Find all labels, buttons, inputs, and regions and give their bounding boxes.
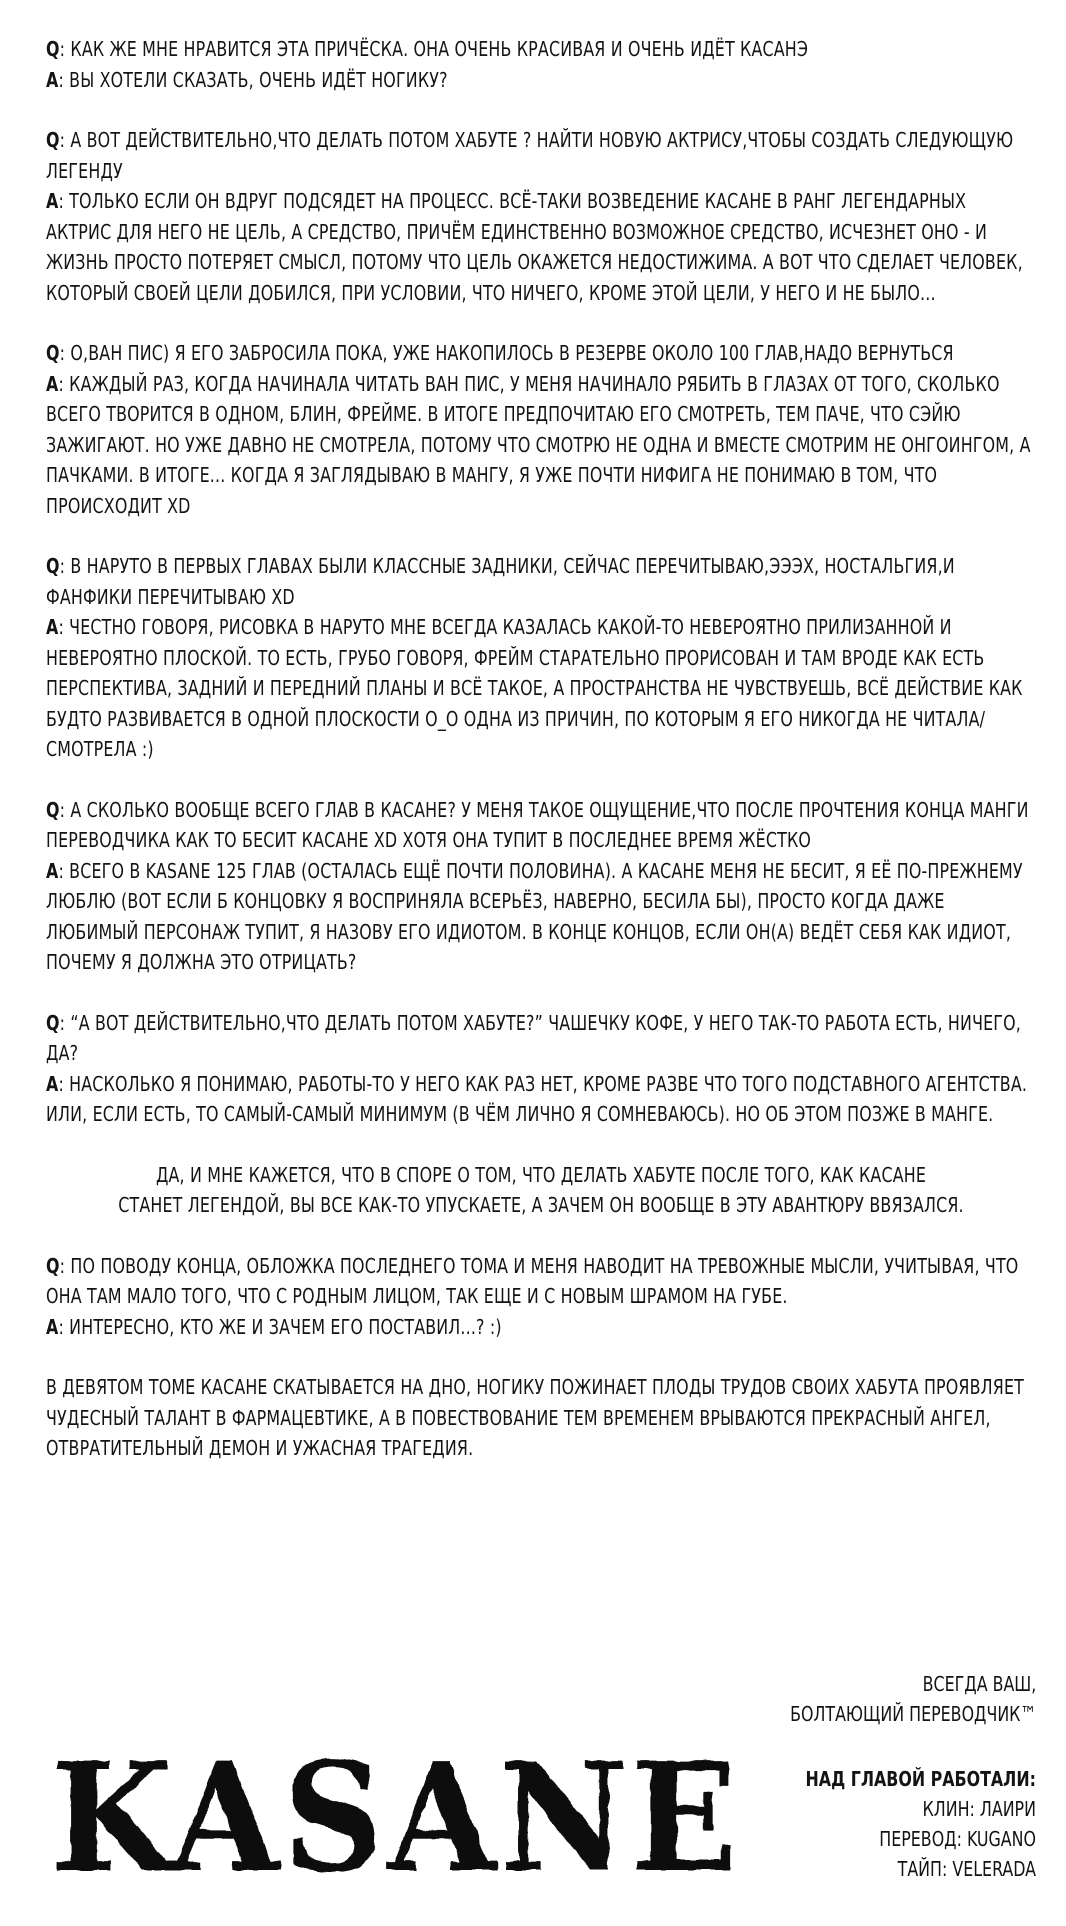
qa-block (46, 1251, 1036, 1343)
answer-line (46, 1312, 1035, 1343)
closing-paragraph-block (46, 1372, 1036, 1464)
logo-text: KASANE (51, 1740, 741, 1890)
centered-note (46, 1160, 1036, 1221)
kasane-logo (46, 1740, 746, 1890)
answer-tag: A (46, 858, 59, 883)
answer-line (46, 1069, 1035, 1130)
question-line (46, 551, 1035, 612)
question-tag: Q (46, 1010, 60, 1035)
answer-tag: A (46, 615, 59, 639)
question-line (46, 34, 1035, 65)
answer-tag: A (46, 371, 59, 396)
chapter-credits (768, 1764, 1036, 1884)
answer-line (46, 65, 1035, 96)
question-tag: Q (46, 797, 60, 822)
answer-line (46, 186, 1035, 308)
qa-block (46, 125, 1036, 308)
answer-line (46, 856, 1035, 978)
answer-text: : НАСКОЛЬКО Я ПОНИМАЮ, РАБОТЫ-ТО У НЕГО КАК РАЗ НЕТ, КРОМЕ РАЗВЕ ЧТО ТОГО ПОДСТАВНОГО АГЕНТСТВА. ИЛИ, ЕСЛИ ЕСТЬ, ТО САМЫЙ-САМЫЙ МИНИМУМ (В ЧЁМ ЛИЧНО Я СОМНЕВАЮСЬ). НО ОБ ЭТОМ ПОЗЖЕ В МАНГЕ. (46, 1071, 1028, 1126)
question-line (46, 1251, 1035, 1312)
question-line (46, 338, 1035, 369)
kasane-logo-graphic (46, 1740, 746, 1890)
signature-line: БОЛТАЮЩИЙ ПЕРЕВОДЧИК™ (789, 1702, 1036, 1726)
answer-line (46, 612, 1035, 765)
question-tag: Q (46, 341, 60, 365)
credits-item: КЛИН: ЛАИРИ (922, 1797, 1036, 1821)
answer-tag: A (46, 1071, 59, 1096)
question-line (46, 795, 1035, 856)
question-line (46, 1008, 1035, 1069)
qa-block (46, 338, 1036, 521)
centered-note-line: СТАНЕТ ЛЕГЕНДОЙ, ВЫ ВСЕ КАК-ТО УПУСКАЕТЕ, А ЗАЧЕМ ОН ВООБЩЕ В ЭТУ АВАНТЮРУ ВВЯЗАЛСЯ. (118, 1193, 964, 1217)
answer-text: : ЧЕСТНО ГОВОРЯ, РИСОВКА В НАРУТО МНЕ ВСЕГДА КАЗАЛАСЬ КАКОЙ-ТО НЕВЕРОЯТНО ПРИЛИЗАННОЙ И НЕВЕРОЯТНО ПЛОСКОЙ. ТО ЕСТЬ, ГРУБО ГОВОРЯ, ФРЕЙМ СТАРАТЕЛЬНО ПРОРИСОВАН И ТАМ ВРОДЕ КАК ЕСТЬ ПЕРСПЕКТИВА, ЗАДНИЙ И ПЕРЕДНИЙ ПЛАНЫ И ВСЁ ТАКОЕ, А ПРОСТРАНСТВА НЕ ЧУВСТВУЕШЬ, ВСЁ ДЕЙСТВИЕ КАК БУДТО РАЗВИВАЕТСЯ В ОДНОЙ ПЛОСКОСТИ О_О ОДНА ИЗ ПРИЧИН, ПО КОТОРЫМ Я ЕГО НИКОГДА НЕ ЧИТАЛА/СМОТРЕЛА :) (46, 615, 1023, 761)
question-text: : КАК ЖЕ МНЕ НРАВИТСЯ ЭТА ПРИЧЁСКА. ОНА ОЧЕНЬ КРАСИВАЯ И ОЧЕНЬ ИДЁТ КАСАНЭ (59, 37, 809, 61)
centered-note-line: ДА, И МНЕ КАЖЕТСЯ, ЧТО В СПОРЕ О ТОМ, ЧТО ДЕЛАТЬ ХАБУТЕ ПОСЛЕ ТОГО, КАК КАСАНЕ (155, 1162, 927, 1187)
question-tag: Q (46, 128, 60, 152)
question-text: : О,ВАН ПИС) Я ЕГО ЗАБРОСИЛА ПОКА, УЖЕ НАКОПИЛОСЬ В РЕЗЕРВЕ ОКОЛО 100 ГЛАВ,НАДО ВЕРНУТЬСЯ (59, 341, 954, 365)
credits-item: ПЕРЕВОД: KUGANO (879, 1827, 1036, 1851)
qa-block (46, 795, 1036, 978)
question-text: : ПО ПОВОДУ КОНЦА, ОБЛОЖКА ПОСЛЕДНЕГО ТОМА И МЕНЯ НАВОДИТ НА ТРЕВОЖНЫЕ МЫСЛИ, УЧИТЫВАЯ, ЧТО ОНА ТАМ МАЛО ТОГО, ЧТО С РОДНЫМ ЛИЦОМ, ТАК ЕЩЕ И С НОВЫМ ШРАМОМ НА ГУБЕ. (46, 1253, 1019, 1308)
qa-page (46, 34, 1036, 1494)
question-text: : А ВОТ ДЕЙСТВИТЕЛЬНО,ЧТО ДЕЛАТЬ ПОТОМ ХАБУТЕ ? НАЙТИ НОВУЮ АКТРИСУ,ЧТОБЫ СОЗДАТЬ СЛЕДУЮЩУЮ ЛЕГЕНДУ (46, 128, 1014, 183)
answer-text: : ВЫ ХОТЕЛИ СКАЗАТЬ, ОЧЕНЬ ИДЁТ НОГИКУ? (58, 67, 448, 92)
credits-item: ТАЙП: VELERADA (897, 1857, 1036, 1881)
question-line (46, 125, 1035, 186)
answer-text: : ВСЕГО В KASANE 125 ГЛАВ (ОСТАЛАСЬ ЕЩЁ ПОЧТИ ПОЛОВИНА). А КАСАНЕ МЕНЯ НЕ БЕСИТ, Я ЕЁ ПО-ПРЕЖНЕМУ ЛЮБЛЮ (ВОТ ЕСЛИ Б КОНЦОВКУ Я ВОСПРИНЯЛА ВСЕРЬЁЗ, НАВЕРНО, БЕСИЛА БЫ), ПРОСТО КОГДА ДАЖЕ ЛЮБИМЫЙ ПЕРСОНАЖ ТУПИТ, Я НАЗОВУ ЕГО ИДИОТОМ. В КОНЦЕ КОНЦОВ, ЕСЛИ ОН(А) ВЕДЁТ СЕБЯ КАК ИДИОТ, ПОЧЕМУ Я ДОЛЖНА ЭТО ОТРИЦАТЬ? (46, 858, 1023, 974)
answer-text: : ТОЛЬКО ЕСЛИ ОН ВДРУГ ПОДСЯДЕТ НА ПРОЦЕСС. ВСЁ-ТАКИ ВОЗВЕДЕНИЕ КАСАНЕ В РАНГ ЛЕГЕНДАРНЫХ АКТРИС ДЛЯ НЕГО НЕ ЦЕЛЬ, А СРЕДСТВО, ПРИЧЁМ ЕДИНСТВЕННО ВОЗМОЖНОЕ СРЕДСТВО, ИСЧЕЗНЕТ ОНО - И ЖИЗНЬ ПРОСТО ПОТЕРЯЕТ СМЫСЛ, ПОТОМУ ЧТО ЦЕЛЬ ОКАЖЕТСЯ НЕДОСТИЖИМА. А ВОТ ЧТО СДЕЛАЕТ ЧЕЛОВЕК, КОТОРЫЙ СВОЕЙ ЦЕЛИ ДОБИЛСЯ, ПРИ УСЛОВИИ, ЧТО НИЧЕГО, КРОМЕ ЭТОЙ ЦЕЛИ, У НЕГО И НЕ БЫЛО... (46, 189, 1023, 305)
qa-block (46, 1008, 1036, 1130)
qa-block (46, 551, 1036, 765)
answer-tag: A (46, 189, 59, 213)
signature-line: ВСЕГДА ВАШ, (922, 1672, 1036, 1696)
question-tag: Q (46, 37, 60, 61)
answer-text: : ИНТЕРЕСНО, КТО ЖЕ И ЗАЧЕМ ЕГО ПОСТАВИЛ...? :) (58, 1314, 502, 1339)
question-tag: Q (46, 554, 60, 578)
question-text: : В НАРУТО В ПЕРВЫХ ГЛАВАХ БЫЛИ КЛАССНЫЕ ЗАДНИКИ, СЕЙЧАС ПЕРЕЧИТЫВАЮ,ЭЭЭХ, НОСТАЛЬГИЯ,И ФАНФИКИ ПЕРЕЧИТЫВАЮ XD (46, 554, 955, 609)
answer-tag: A (46, 67, 59, 92)
translator-signature (750, 1669, 1036, 1729)
answer-line (46, 369, 1035, 522)
qa-block (46, 34, 1036, 95)
question-text: : А СКОЛЬКО ВООБЩЕ ВСЕГО ГЛАВ В КАСАНЕ? У МЕНЯ ТАКОЕ ОЩУЩЕНИЕ,ЧТО ПОСЛЕ ПРОЧТЕНИЯ КОНЦА МАНГИ ПЕРЕВОДЧИКА КАК ТО БЕСИТ КАСАНЕ XD ХОТЯ ОНА ТУПИТ В ПОСЛЕДНЕЕ ВРЕМЯ ЖЁСТКО (46, 797, 1029, 852)
answer-text: : КАЖДЫЙ РАЗ, КОГДА НАЧИНАЛА ЧИТАТЬ ВАН ПИС, У МЕНЯ НАЧИНАЛО РЯБИТЬ В ГЛАЗАХ ОТ ТОГО, СКОЛЬКО ВСЕГО ТВОРИТСЯ В ОДНОМ, БЛИН, ФРЕЙМЕ. В ИТОГЕ ПРЕДПОЧИТАЮ ЕГО СМОТРЕТЬ, ТЕМ ПАЧЕ, ЧТО СЭЙЮ ЗАЖИГАЮТ. НО УЖЕ ДАВНО НЕ СМОТРЕЛА, ПОТОМУ ЧТО СМОТРЮ НЕ ОДНА И ВМЕСТЕ СМОТРИМ НЕ ОНГОИНГОМ, А ПАЧКАМИ. В ИТОГЕ... КОГДА Я ЗАГЛЯДЫВАЮ В МАНГУ, Я УЖЕ ПОЧТИ НИФИГА НЕ ПОНИМАЮ В ТОМ, ЧТО ПРОИСХОДИТ XD (46, 371, 1031, 518)
question-text: : “А ВОТ ДЕЙСТВИТЕЛЬНО,ЧТО ДЕЛАТЬ ПОТОМ ХАБУТЕ?” ЧАШЕЧКУ КОФЕ, У НЕГО ТАК-ТО РАБОТА ЕСТЬ, НИЧЕГО, ДА? (46, 1010, 1022, 1065)
closing-paragraph: В ДЕВЯТОМ ТОМЕ КАСАНЕ СКАТЫВАЕТСЯ НА ДНО, НОГИКУ ПОЖИНАЕТ ПЛОДЫ ТРУДОВ СВОИХ ХАБУТА ПРОЯВЛЯЕТ ЧУДЕСНЫЙ ТАЛАНТ В ФАРМАЦЕВТИКЕ, А В ПОВЕСТВОВАНИЕ ТЕМ ВРЕМЕНЕМ ВРЫВАЮТСЯ ПРЕКРАСНЫЙ АНГЕЛ, ОТВРАТИТЕЛЬНЫЙ ДЕМОН И УЖАСНАЯ ТРАГЕДИЯ. (46, 1375, 1025, 1460)
credits-heading: НАД ГЛАВОЙ РАБОТАЛИ: (805, 1767, 1036, 1791)
answer-tag: A (46, 1314, 59, 1339)
question-tag: Q (46, 1253, 60, 1278)
